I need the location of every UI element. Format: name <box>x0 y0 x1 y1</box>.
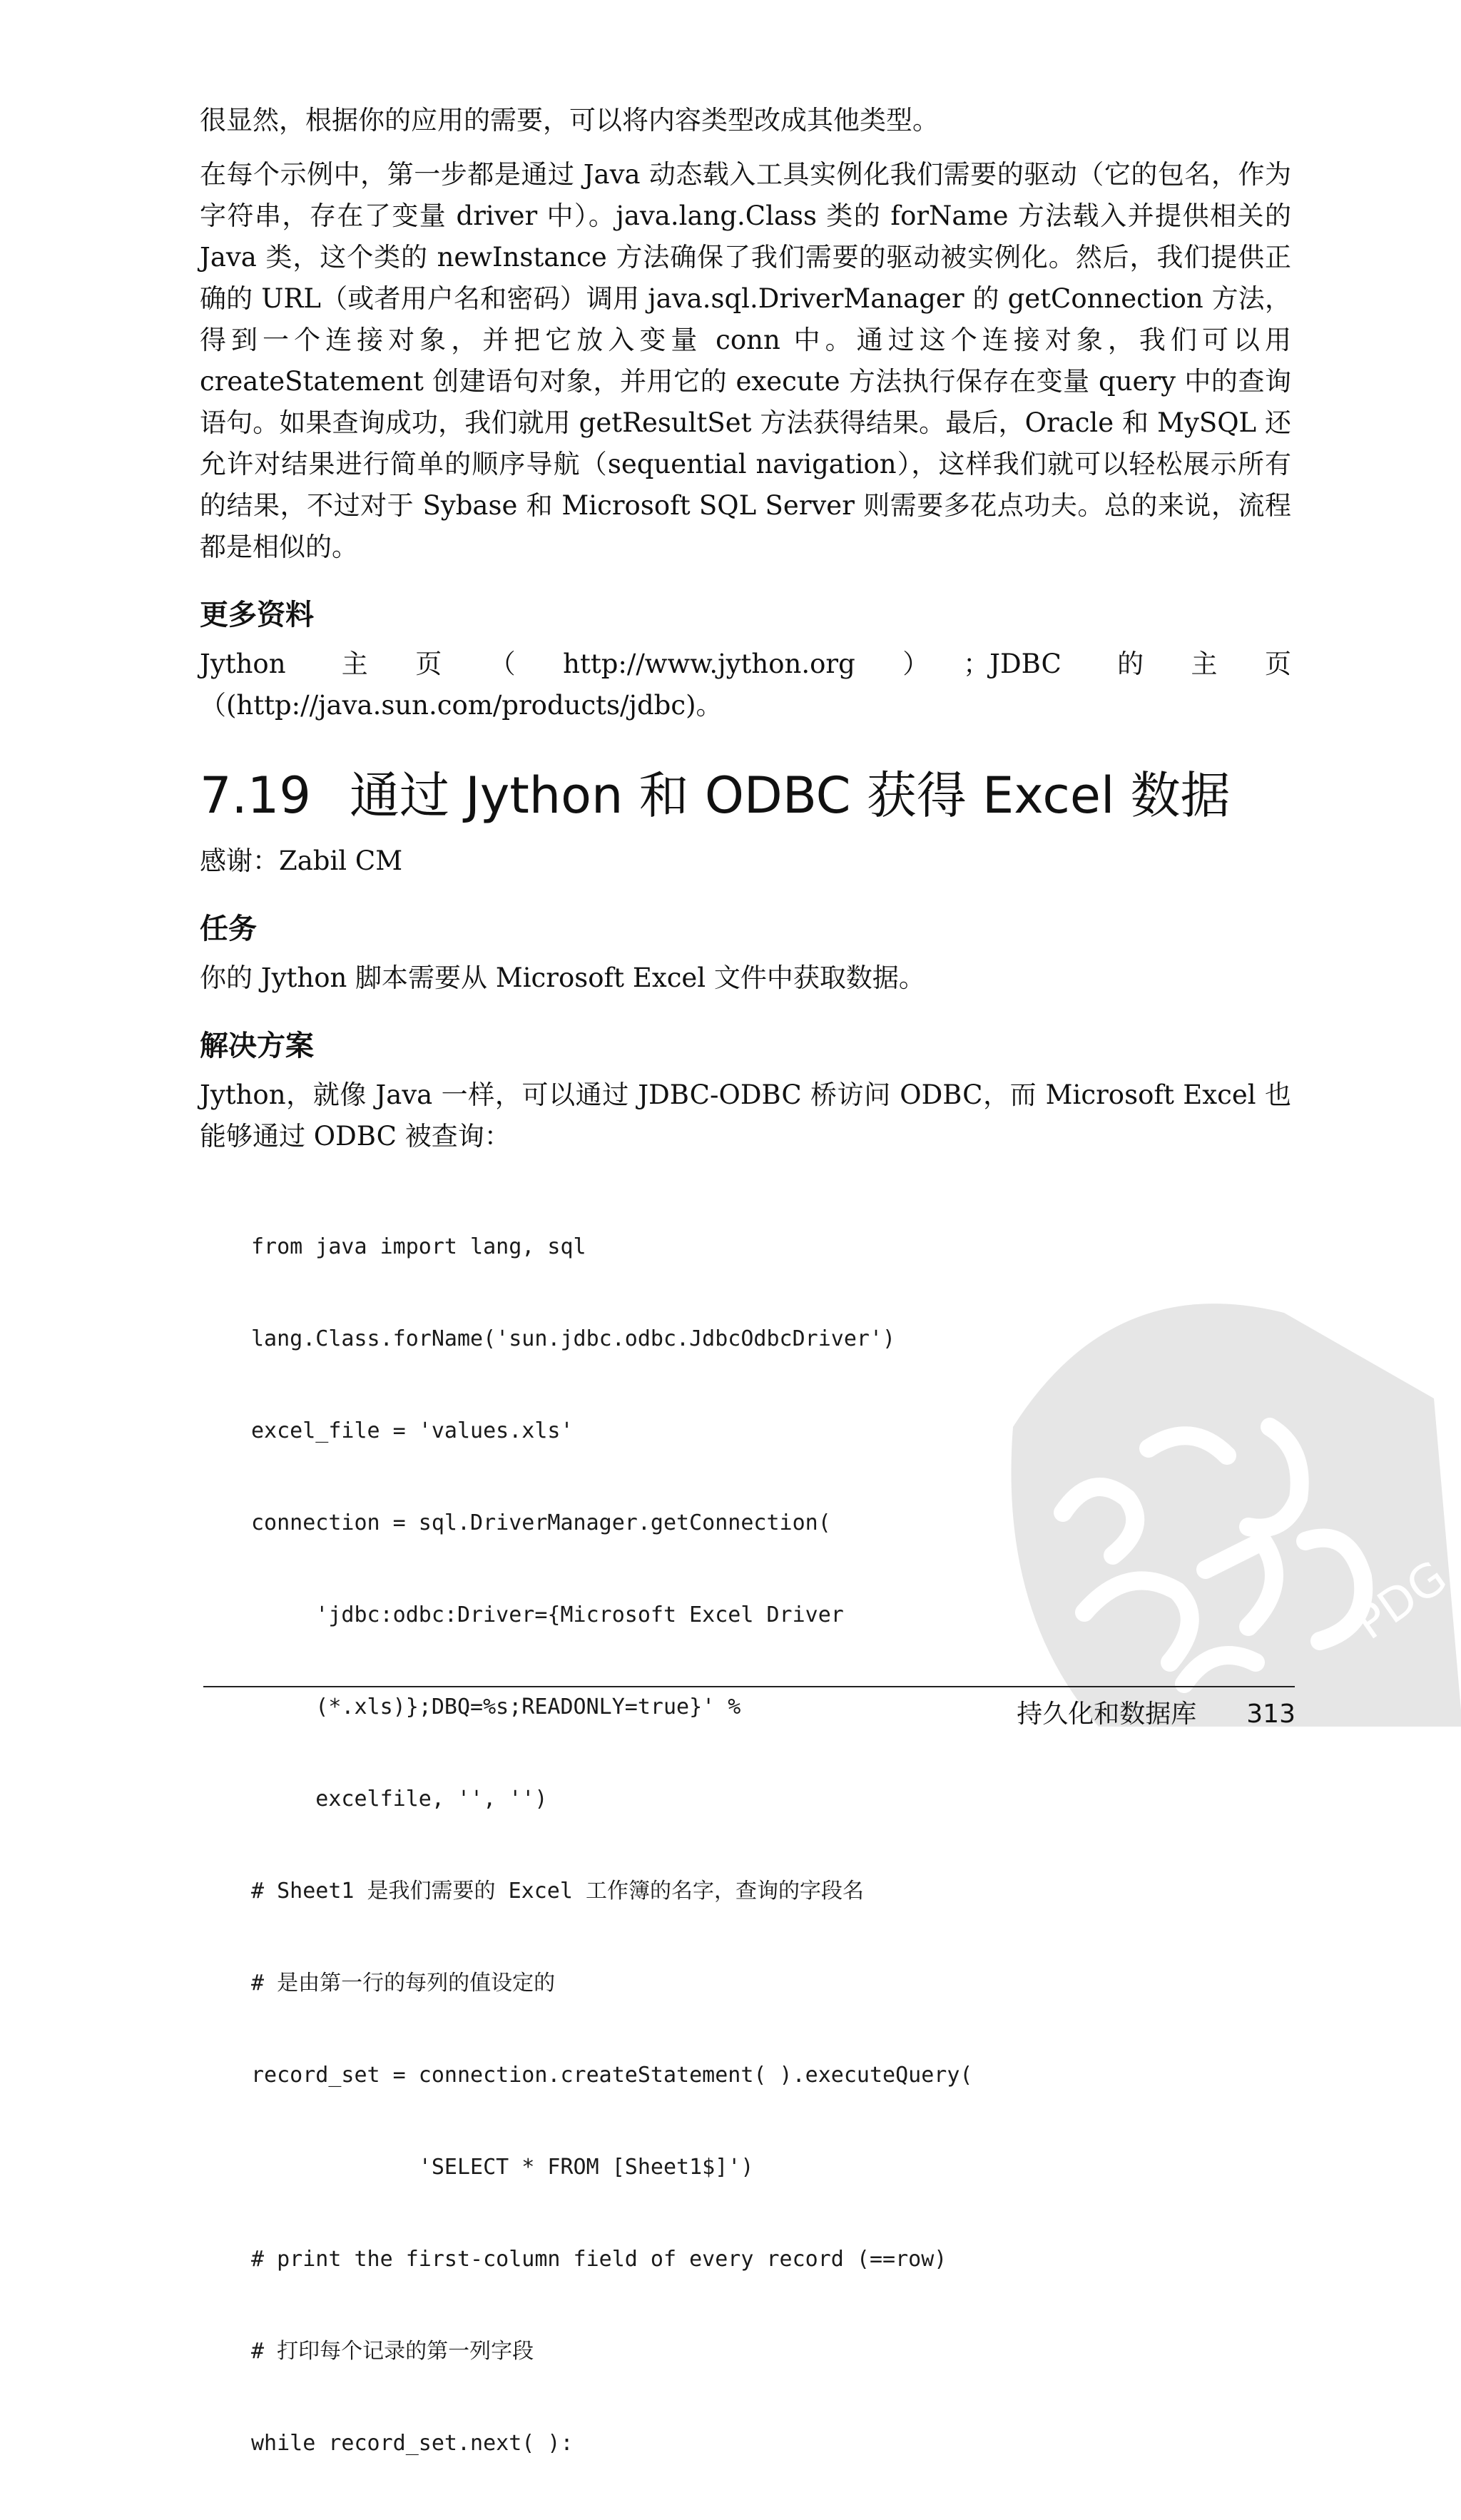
code-line: excelfile, '', '') <box>251 1787 548 1812</box>
code-line: lang.Class.forName('sun.jdbc.odbc.JdbcOdbcDriver') <box>251 1326 896 1351</box>
code-line: # 打印每个记录的第一列字段 <box>251 2339 534 2364</box>
code-line: from java import lang, sql <box>251 1234 586 1259</box>
code-line: record_set = connection.createStatement( ).executeQuery( <box>251 2063 973 2088</box>
paragraph-explanation: 在每个示例中，第一步都是通过 Java 动态载入工具实例化我们需要的驱动（它的包名，作为字符串，存在了变量 driver 中）。java.lang.Class 类的 forName 方法载入并提供相关的 Java 类，这个类的 newInstance 方法确保了我们需要的驱动被实例化。然后，我们提供正确的 URL（或者用户名和密码）调用 java.sql.DriverManager 的 getConnection 方法，得到一个连接对象，并把它放入变量 conn 中。通过这个连接对象，我们可以用 createStatement 创建语句对象，并用它的 execute 方法执行保存在变量 query 中的查询语句。如果查询成功，我们就用 getResultSet 方法获得结果。最后，Oracle 和 MySQL 还允许对结果进行简单的顺序导航（sequential navigation），这样我们就可以轻松展示所有的结果，不过对于 Sybase 和 Microsoft SQL Server 则需要多花点功夫。总的来说，流程都是相似的。 <box>200 159 1291 562</box>
footer-divider <box>203 1686 1295 1687</box>
solution-text: Jython，就像 Java 一样，可以通过 JDBC-ODBC 桥访问 ODBC，而 Microsoft Excel 也能够通过 ODBC 被查询： <box>200 1079 1291 1152</box>
code-line: # Sheet1 是我们需要的 Excel 工作簿的名字，查询的字段名 <box>251 1879 864 1904</box>
code-line: 'SELECT * FROM [Sheet1$]') <box>251 2155 754 2180</box>
code-line: connection = sql.DriverManager.getConnection( <box>251 1510 831 1535</box>
code-line: (*.xls)};DBQ=%s;READONLY=true}' % <box>251 1695 741 1719</box>
code-line: 'jdbc:odbc:Driver={Microsoft Excel Driver <box>251 1602 844 1627</box>
task-heading: 任务 <box>200 913 257 945</box>
section-credit: 感谢：Zabil CM <box>200 845 403 876</box>
more-info-heading: 更多资料 <box>200 599 314 631</box>
section-title <box>200 763 1291 828</box>
more-info-text: Jython 主页（http://www.jython.org）；JDBC 的主页（(http://java.sun.com/products/jdbc)。 <box>200 649 1291 721</box>
watermark-label: PDG <box>1345 1550 1457 1651</box>
section-title-text: 通过 Jython 和 ODBC 获得 Excel 数据 <box>350 766 1231 825</box>
code-line: excel_file = 'values.xls' <box>251 1418 574 1443</box>
paragraph-intro: 很显然，根据你的应用的需要，可以将内容类型改成其他类型。 <box>200 105 939 136</box>
section-number: 7.19 <box>200 766 311 825</box>
watermark-seal <box>970 1213 1461 1727</box>
solution-heading: 解决方案 <box>200 1030 314 1062</box>
footer-chapter-title: 持久化和数据库 <box>1017 1700 1197 1729</box>
watermark-seal-icon <box>970 1213 1461 1727</box>
page-number: 313 <box>1246 1700 1295 1729</box>
code-line: # 是由第一行的每列的值设定的 <box>251 1971 556 1996</box>
page-footer <box>1017 1697 1295 1732</box>
code-line: # print the first-column field of every record (==row) <box>251 2247 947 2272</box>
code-line: while record_set.next( ): <box>251 2431 574 2456</box>
task-text: 你的 Jython 脚本需要从 Microsoft Excel 文件中获取数据。 <box>200 962 925 993</box>
